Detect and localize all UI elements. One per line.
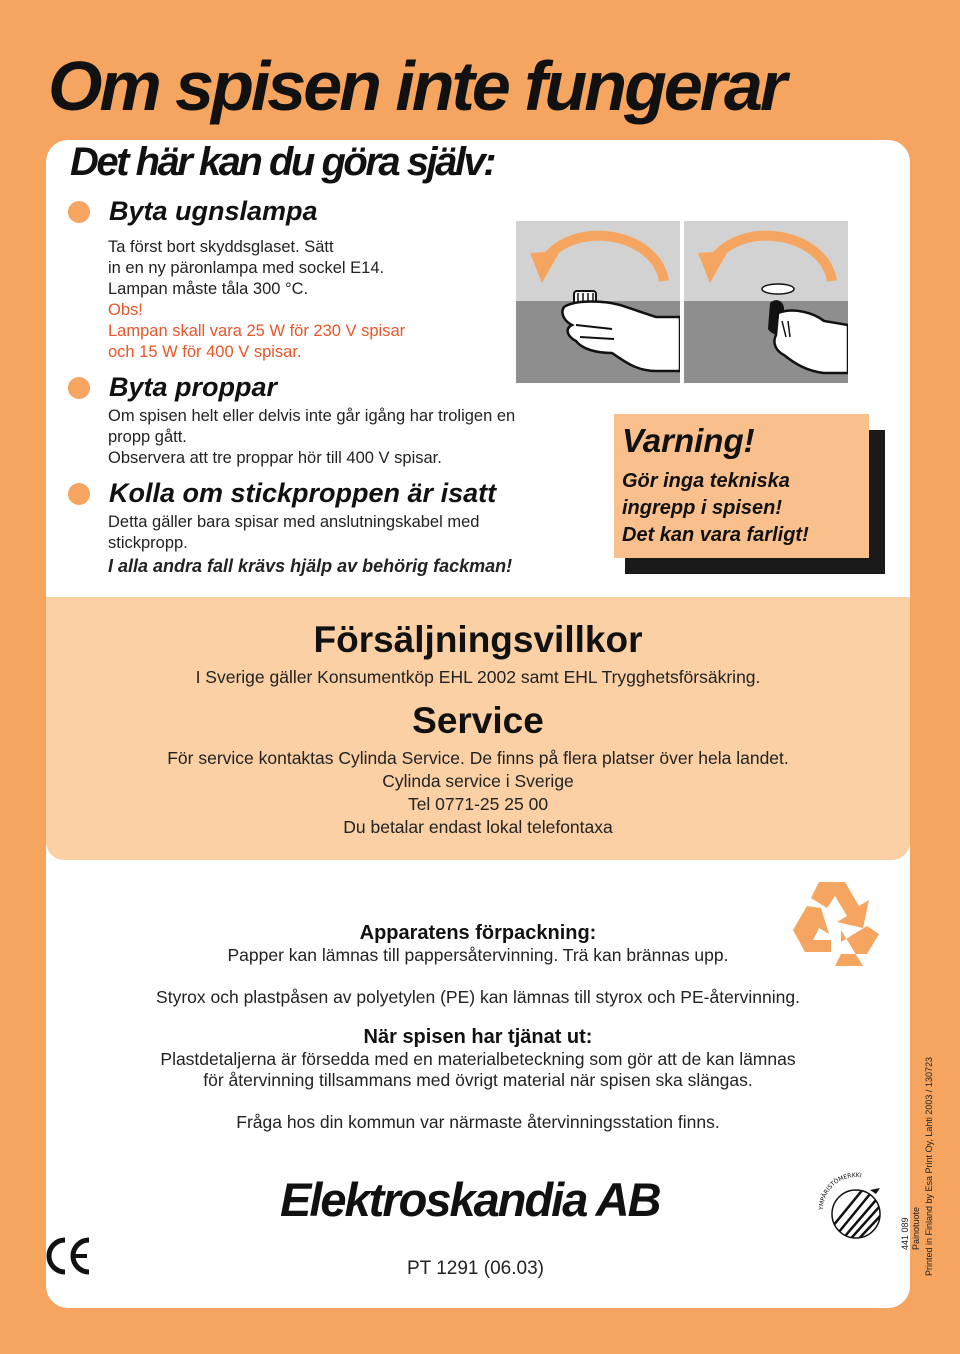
warning-line: Det kan vara farligt! [622, 524, 809, 546]
ecolabel-type: Painotuote [911, 1206, 921, 1250]
warning-line: ingrepp i spisen! [622, 497, 783, 519]
ecolabel-number: 441 089 [900, 1217, 910, 1250]
section-lamp-body [108, 237, 405, 363]
section-fuses-heading [68, 372, 277, 403]
text-line: propp gått. [108, 428, 187, 446]
subtitle: Det här kan du göra själv: [70, 140, 495, 184]
terms-heading: Försäljningsvillkor [313, 619, 643, 660]
text-line: Observera att tre proppar hör till 400 V spisar. [108, 449, 442, 467]
service-line: Du betalar endast lokal telefontaxa [343, 817, 613, 837]
ce-mark-icon [45, 1236, 93, 1276]
disposal-note: Fråga hos din kommun var närmaste återvinningsstation finns. [236, 1112, 720, 1132]
svg-text:YMPÄRISTÖMERKKI: YMPÄRISTÖMERKKI [818, 1172, 863, 1211]
text-line: stickpropp. [108, 534, 188, 552]
printer-note: Printed in Finland by Esa Print Oy, Lahti 2003 / 130723 [924, 1057, 934, 1276]
company-name: Elektroskandia AB [280, 1173, 660, 1226]
page-title: Om spisen inte fungerar [48, 47, 785, 125]
disposal-line: Plastdetaljerna är försedda med en materialbeteckning som gör att de kan lämnas [160, 1049, 796, 1069]
bullet-dot-icon [68, 483, 90, 505]
packaging-heading: Apparatens förpackning: [359, 922, 597, 944]
section-lamp-heading [68, 196, 318, 227]
section-heading: Byta proppar [109, 372, 278, 402]
bullet-dot-icon [68, 201, 90, 223]
section-heading: Kolla om stickproppen är isatt [109, 478, 497, 508]
disposal-line: för återvinning tillsammans med övrigt material när spisen ska slängas. [203, 1070, 753, 1090]
service-line: Cylinda service i Sverige [382, 771, 574, 791]
disposal-heading: När spisen har tjänat ut: [363, 1026, 593, 1048]
text-line: in en ny päronlampa med sockel E14. [108, 259, 385, 277]
text-line: Ta först bort skyddsglaset. Sätt [108, 238, 334, 256]
text-line: Detta gäller bara spisar med anslutningskabel med [108, 513, 480, 531]
service-phone: Tel 0771-25 25 00 [407, 794, 549, 814]
emphasis-line: I alla andra fall krävs hjälp av behörig fackman! [108, 556, 513, 576]
packaging-line: Papper kan lämnas till pappersåtervinning. Trä kan brännas upp. [227, 945, 729, 965]
remove-fuse-illustration [684, 221, 848, 383]
warning-title: Varning! [622, 422, 755, 459]
terms-text: I Sverige gäller Konsumentköp EHL 2002 samt EHL Trygghetsförsäkring. [195, 667, 761, 687]
service-line: För service kontaktas Cylinda Service. De finns på flera platser över hela landet. [167, 748, 789, 768]
unscrew-lamp-illustration [516, 221, 680, 383]
text-line: Lampan måste tåla 300 °C. [108, 280, 309, 298]
section-fuses-body [108, 406, 515, 469]
service-heading: Service [412, 700, 544, 741]
text-line: och 15 W för 400 V spisar. [108, 343, 302, 361]
warning-box [614, 414, 869, 558]
document-code: PT 1291 (06.03) [407, 1258, 544, 1279]
packaging-line: Styrox och plastpåsen av polyetylen (PE) kan lämnas till styrox och PE-återvinning. [156, 987, 800, 1007]
swan-ecolabel-icon [818, 1172, 894, 1248]
text-line: Om spisen helt eller delvis inte går igång har troligen en [108, 407, 516, 425]
text-line: Lampan skall vara 25 W för 230 V spisar [108, 322, 406, 340]
section-plug-heading [68, 478, 496, 509]
section-heading: Byta ugnslampa [109, 196, 318, 226]
bullet-dot-icon [68, 377, 90, 399]
obs-label: Obs! [108, 301, 143, 319]
warning-line: Gör inga tekniska [622, 470, 790, 492]
section-plug-body [108, 512, 512, 577]
